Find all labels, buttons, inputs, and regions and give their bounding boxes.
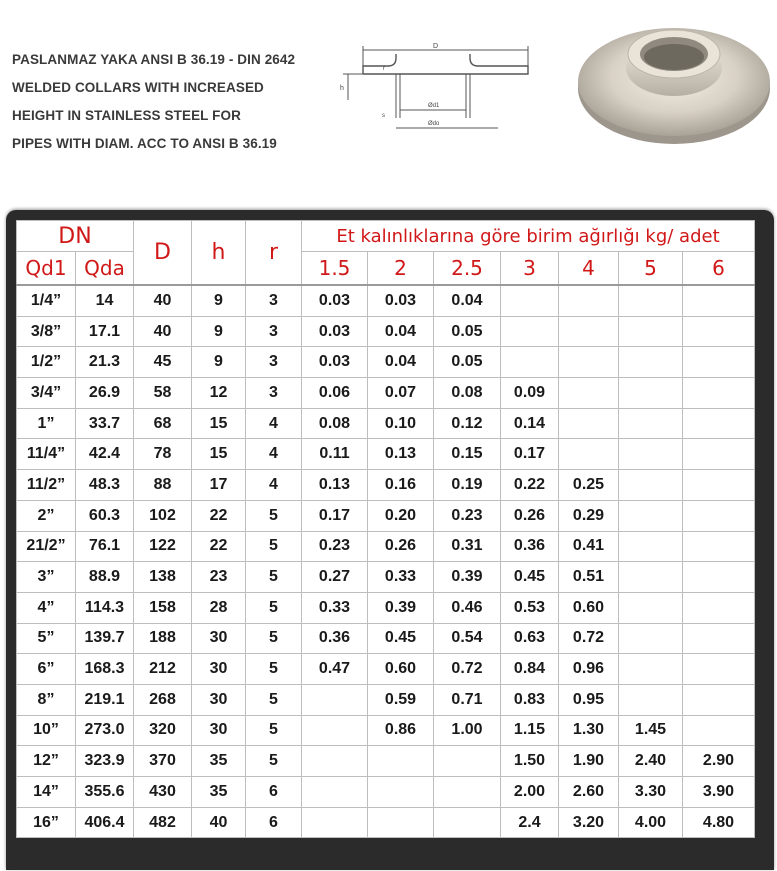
table-cell bbox=[683, 316, 755, 347]
table-row bbox=[17, 531, 755, 562]
table-cell bbox=[683, 715, 755, 746]
table-cell bbox=[619, 531, 683, 562]
qda-header: Qda bbox=[76, 252, 134, 286]
table-cell bbox=[368, 807, 434, 838]
table-cell: 0.04 bbox=[434, 285, 501, 316]
product-description bbox=[12, 46, 342, 158]
table-cell: 0.71 bbox=[434, 684, 501, 715]
table-row bbox=[17, 807, 755, 838]
table-cell bbox=[434, 746, 501, 777]
table-cell: 35 bbox=[192, 746, 246, 777]
table-cell: 139.7 bbox=[76, 623, 134, 654]
table-cell: 1.90 bbox=[559, 746, 619, 777]
table-cell: 406.4 bbox=[76, 807, 134, 838]
table-cell bbox=[559, 378, 619, 409]
table-cell: 10” bbox=[17, 715, 76, 746]
table-cell: 0.26 bbox=[501, 500, 559, 531]
table-cell bbox=[368, 746, 434, 777]
table-cell: 0.07 bbox=[368, 378, 434, 409]
table-cell: 355.6 bbox=[76, 777, 134, 808]
table-cell: 0.03 bbox=[302, 316, 368, 347]
table-cell: 0.95 bbox=[559, 684, 619, 715]
dim-label: Ød1 bbox=[428, 103, 440, 109]
table-cell bbox=[683, 592, 755, 623]
table-cell: 0.72 bbox=[434, 654, 501, 685]
table-cell: 1.45 bbox=[619, 715, 683, 746]
table-cell: 0.08 bbox=[302, 408, 368, 439]
table-cell bbox=[559, 285, 619, 316]
table-cell: 0.63 bbox=[501, 623, 559, 654]
table-cell: 0.51 bbox=[559, 562, 619, 593]
table-cell: 3.90 bbox=[683, 777, 755, 808]
table-cell bbox=[683, 500, 755, 531]
table-cell: 1.50 bbox=[501, 746, 559, 777]
table-cell: 5 bbox=[246, 500, 302, 531]
table-cell bbox=[683, 531, 755, 562]
table-cell bbox=[619, 347, 683, 378]
table-cell: 28 bbox=[192, 592, 246, 623]
table-row bbox=[17, 746, 755, 777]
table-cell: 2.60 bbox=[559, 777, 619, 808]
table-cell: 0.27 bbox=[302, 562, 368, 593]
table-cell: 0.04 bbox=[368, 347, 434, 378]
table-cell: 0.60 bbox=[368, 654, 434, 685]
table-cell: 0.08 bbox=[434, 378, 501, 409]
table-cell: 15 bbox=[192, 408, 246, 439]
table-cell: 21/2” bbox=[17, 531, 76, 562]
table-cell: 5 bbox=[246, 562, 302, 593]
table-cell: 1.15 bbox=[501, 715, 559, 746]
table-cell: 14” bbox=[17, 777, 76, 808]
table-cell: 76.1 bbox=[76, 531, 134, 562]
table-cell: 0.26 bbox=[368, 531, 434, 562]
table-cell: 0.33 bbox=[302, 592, 368, 623]
weight-table bbox=[16, 220, 755, 838]
table-cell: 212 bbox=[134, 654, 192, 685]
table-cell: 78 bbox=[134, 439, 192, 470]
table-row bbox=[17, 439, 755, 470]
table-cell: 3 bbox=[246, 285, 302, 316]
table-cell: 0.45 bbox=[501, 562, 559, 593]
table-cell: 0.17 bbox=[302, 500, 368, 531]
table-row bbox=[17, 378, 755, 409]
table-row bbox=[17, 347, 755, 378]
table-cell: 0.05 bbox=[434, 347, 501, 378]
description-line: PIPES WITH DIAM. ACC TO ANSI B 36.19 bbox=[12, 136, 277, 151]
table-cell: 21.3 bbox=[76, 347, 134, 378]
dn-header: DN bbox=[17, 221, 134, 252]
table-cell: 0.06 bbox=[302, 378, 368, 409]
table-cell bbox=[619, 285, 683, 316]
table-cell: 9 bbox=[192, 285, 246, 316]
table-cell: 0.16 bbox=[368, 470, 434, 501]
collar-photo bbox=[574, 16, 774, 146]
title-line: PASLANMAZ YAKA ANSI B 36.19 - DIN 2642 bbox=[12, 52, 296, 67]
table-cell: 5 bbox=[246, 715, 302, 746]
table-row bbox=[17, 654, 755, 685]
table-cell: 4.00 bbox=[619, 807, 683, 838]
table-cell: 9 bbox=[192, 347, 246, 378]
table-cell: 42.4 bbox=[76, 439, 134, 470]
table-cell: 0.39 bbox=[434, 562, 501, 593]
table-cell: 370 bbox=[134, 746, 192, 777]
table-cell: 17 bbox=[192, 470, 246, 501]
table-cell: 5 bbox=[246, 623, 302, 654]
dim-label: h bbox=[340, 85, 344, 92]
table-cell: 5” bbox=[17, 623, 76, 654]
table-cell: 0.03 bbox=[302, 347, 368, 378]
table-cell: 40 bbox=[134, 316, 192, 347]
table-cell: 16” bbox=[17, 807, 76, 838]
table-cell: 0.10 bbox=[368, 408, 434, 439]
table-cell: 0.23 bbox=[434, 500, 501, 531]
table-cell bbox=[619, 470, 683, 501]
table-cell: 0.84 bbox=[501, 654, 559, 685]
table-cell: 12 bbox=[192, 378, 246, 409]
table-cell: 12” bbox=[17, 746, 76, 777]
table-cell: 0.15 bbox=[434, 439, 501, 470]
table-cell: 0.03 bbox=[302, 285, 368, 316]
table-cell bbox=[302, 715, 368, 746]
table-cell: 68 bbox=[134, 408, 192, 439]
table-cell: 102 bbox=[134, 500, 192, 531]
table-cell: 0.47 bbox=[302, 654, 368, 685]
table-cell: 0.39 bbox=[368, 592, 434, 623]
table-cell bbox=[559, 439, 619, 470]
table-cell: 320 bbox=[134, 715, 192, 746]
table-cell: 4.80 bbox=[683, 807, 755, 838]
table-cell: 219.1 bbox=[76, 684, 134, 715]
table-cell: 0.04 bbox=[368, 316, 434, 347]
thickness-header: 1.5 bbox=[302, 252, 368, 286]
thickness-header: 6 bbox=[683, 252, 755, 286]
table-cell bbox=[302, 777, 368, 808]
table-row bbox=[17, 715, 755, 746]
table-cell bbox=[434, 807, 501, 838]
table-cell bbox=[683, 654, 755, 685]
table-cell bbox=[683, 408, 755, 439]
table-cell bbox=[501, 347, 559, 378]
table-cell: 5 bbox=[246, 684, 302, 715]
table-cell: 482 bbox=[134, 807, 192, 838]
table-cell bbox=[559, 408, 619, 439]
table-cell: 30 bbox=[192, 684, 246, 715]
table-cell bbox=[368, 777, 434, 808]
table-cell bbox=[683, 623, 755, 654]
table-cell: 1” bbox=[17, 408, 76, 439]
table-cell: 430 bbox=[134, 777, 192, 808]
table-cell: 3” bbox=[17, 562, 76, 593]
technical-drawing bbox=[338, 40, 538, 140]
table-cell: 0.60 bbox=[559, 592, 619, 623]
table-cell: 323.9 bbox=[76, 746, 134, 777]
table-cell bbox=[619, 562, 683, 593]
table-cell: 0.59 bbox=[368, 684, 434, 715]
table-cell: 3 bbox=[246, 316, 302, 347]
table-cell: 58 bbox=[134, 378, 192, 409]
table-cell: 22 bbox=[192, 531, 246, 562]
table-cell bbox=[619, 684, 683, 715]
table-cell: 0.12 bbox=[434, 408, 501, 439]
table-cell: 26.9 bbox=[76, 378, 134, 409]
table-body bbox=[17, 285, 755, 838]
table-cell: 30 bbox=[192, 715, 246, 746]
table-cell: 2.4 bbox=[501, 807, 559, 838]
table-cell: 5 bbox=[246, 654, 302, 685]
table-cell bbox=[619, 592, 683, 623]
table-cell: 1/4” bbox=[17, 285, 76, 316]
table-cell: 33.7 bbox=[76, 408, 134, 439]
table-cell: 17.1 bbox=[76, 316, 134, 347]
table-row bbox=[17, 684, 755, 715]
weight-title: Et kalınlıklarına göre birim ağırlığı kg/ adet bbox=[302, 221, 755, 252]
qd1-header: Qd1 bbox=[17, 252, 76, 286]
table-cell bbox=[683, 562, 755, 593]
table-cell: 2” bbox=[17, 500, 76, 531]
table-cell: 0.33 bbox=[368, 562, 434, 593]
table-cell: 122 bbox=[134, 531, 192, 562]
table-cell: 3 bbox=[246, 347, 302, 378]
table-cell: 0.09 bbox=[501, 378, 559, 409]
table-cell: 0.54 bbox=[434, 623, 501, 654]
dim-label: s bbox=[382, 113, 385, 119]
table-row bbox=[17, 470, 755, 501]
table-cell: 88.9 bbox=[76, 562, 134, 593]
table-cell: 6 bbox=[246, 807, 302, 838]
table-cell: 0.17 bbox=[501, 439, 559, 470]
table-cell bbox=[619, 500, 683, 531]
table-cell: 0.46 bbox=[434, 592, 501, 623]
table-cell: 0.25 bbox=[559, 470, 619, 501]
table-cell: 3/4” bbox=[17, 378, 76, 409]
h-header: h bbox=[192, 221, 246, 286]
table-cell: 5 bbox=[246, 746, 302, 777]
table-cell: 45 bbox=[134, 347, 192, 378]
table-cell: 0.53 bbox=[501, 592, 559, 623]
table-cell: 0.96 bbox=[559, 654, 619, 685]
table-cell bbox=[559, 347, 619, 378]
table-cell: 3 bbox=[246, 378, 302, 409]
table-cell: 0.13 bbox=[302, 470, 368, 501]
table-cell: 0.14 bbox=[501, 408, 559, 439]
dim-label: Ødo bbox=[428, 121, 440, 127]
table-cell bbox=[302, 807, 368, 838]
table-row bbox=[17, 777, 755, 808]
d-header: D bbox=[134, 221, 192, 286]
table-cell: 0.36 bbox=[501, 531, 559, 562]
table-cell: 3/8” bbox=[17, 316, 76, 347]
table-cell bbox=[302, 746, 368, 777]
thickness-header: 2.5 bbox=[434, 252, 501, 286]
table-row bbox=[17, 562, 755, 593]
table-cell: 2.00 bbox=[501, 777, 559, 808]
table-cell: 8” bbox=[17, 684, 76, 715]
table-cell: 0.45 bbox=[368, 623, 434, 654]
table-cell bbox=[619, 439, 683, 470]
table-cell: 6 bbox=[246, 777, 302, 808]
table-cell bbox=[619, 408, 683, 439]
table-cell: 0.19 bbox=[434, 470, 501, 501]
table-cell: 1/2” bbox=[17, 347, 76, 378]
table-cell bbox=[683, 470, 755, 501]
table-row bbox=[17, 592, 755, 623]
table-cell bbox=[683, 684, 755, 715]
table-cell: 2.90 bbox=[683, 746, 755, 777]
dim-label: r bbox=[383, 66, 385, 72]
table-cell: 1.00 bbox=[434, 715, 501, 746]
table-cell: 138 bbox=[134, 562, 192, 593]
thickness-header: 4 bbox=[559, 252, 619, 286]
table-cell: 0.36 bbox=[302, 623, 368, 654]
table-cell: 14 bbox=[76, 285, 134, 316]
table-cell: 40 bbox=[192, 807, 246, 838]
table-cell: 22 bbox=[192, 500, 246, 531]
table-cell: 35 bbox=[192, 777, 246, 808]
table-cell: 88 bbox=[134, 470, 192, 501]
table-cell: 48.3 bbox=[76, 470, 134, 501]
table-cell: 0.29 bbox=[559, 500, 619, 531]
table-cell: 0.41 bbox=[559, 531, 619, 562]
table-cell: 11/2” bbox=[17, 470, 76, 501]
table-cell: 60.3 bbox=[76, 500, 134, 531]
table-cell: 0.11 bbox=[302, 439, 368, 470]
thickness-header: 5 bbox=[619, 252, 683, 286]
table-cell bbox=[619, 378, 683, 409]
description-line: HEIGHT IN STAINLESS STEEL FOR bbox=[12, 108, 241, 123]
r-header: r bbox=[246, 221, 302, 286]
table-cell bbox=[619, 654, 683, 685]
table-cell: 0.72 bbox=[559, 623, 619, 654]
table-cell: 0.20 bbox=[368, 500, 434, 531]
table-cell: 4 bbox=[246, 439, 302, 470]
description-line: WELDED COLLARS WITH INCREASED bbox=[12, 80, 264, 95]
table-cell: 9 bbox=[192, 316, 246, 347]
table-cell: 4 bbox=[246, 408, 302, 439]
table-cell: 4 bbox=[246, 470, 302, 501]
table-row bbox=[17, 623, 755, 654]
table-cell bbox=[683, 439, 755, 470]
table-cell bbox=[683, 378, 755, 409]
table-cell bbox=[619, 623, 683, 654]
table-cell: 4” bbox=[17, 592, 76, 623]
table-cell: 30 bbox=[192, 623, 246, 654]
weight-table-panel bbox=[6, 210, 774, 870]
table-cell: 0.22 bbox=[501, 470, 559, 501]
table-cell: 0.13 bbox=[368, 439, 434, 470]
table-cell: 3.20 bbox=[559, 807, 619, 838]
table-cell: 168.3 bbox=[76, 654, 134, 685]
table-cell: 158 bbox=[134, 592, 192, 623]
table-cell: 273.0 bbox=[76, 715, 134, 746]
table-cell: 40 bbox=[134, 285, 192, 316]
table-cell bbox=[683, 347, 755, 378]
table-cell bbox=[434, 777, 501, 808]
table-cell: 11/4” bbox=[17, 439, 76, 470]
table-cell: 188 bbox=[134, 623, 192, 654]
table-cell bbox=[619, 316, 683, 347]
table-cell bbox=[501, 316, 559, 347]
table-row bbox=[17, 408, 755, 439]
table-row bbox=[17, 285, 755, 316]
table-cell: 30 bbox=[192, 654, 246, 685]
table-row bbox=[17, 316, 755, 347]
table-cell: 114.3 bbox=[76, 592, 134, 623]
table-cell: 23 bbox=[192, 562, 246, 593]
table-cell: 0.23 bbox=[302, 531, 368, 562]
table-cell: 0.05 bbox=[434, 316, 501, 347]
thickness-header: 2 bbox=[368, 252, 434, 286]
table-cell: 6” bbox=[17, 654, 76, 685]
table-row bbox=[17, 500, 755, 531]
table-cell: 268 bbox=[134, 684, 192, 715]
table-cell bbox=[302, 684, 368, 715]
table-cell: 15 bbox=[192, 439, 246, 470]
dim-label: D bbox=[433, 43, 439, 50]
table-cell: 2.40 bbox=[619, 746, 683, 777]
table-cell bbox=[559, 316, 619, 347]
table-cell: 5 bbox=[246, 531, 302, 562]
table-cell: 0.03 bbox=[368, 285, 434, 316]
table-cell: 0.83 bbox=[501, 684, 559, 715]
thickness-header: 3 bbox=[501, 252, 559, 286]
table-cell: 0.31 bbox=[434, 531, 501, 562]
table-cell bbox=[683, 285, 755, 316]
table-cell: 0.86 bbox=[368, 715, 434, 746]
table-cell: 5 bbox=[246, 592, 302, 623]
table-cell bbox=[501, 285, 559, 316]
table-cell: 3.30 bbox=[619, 777, 683, 808]
table-cell: 1.30 bbox=[559, 715, 619, 746]
